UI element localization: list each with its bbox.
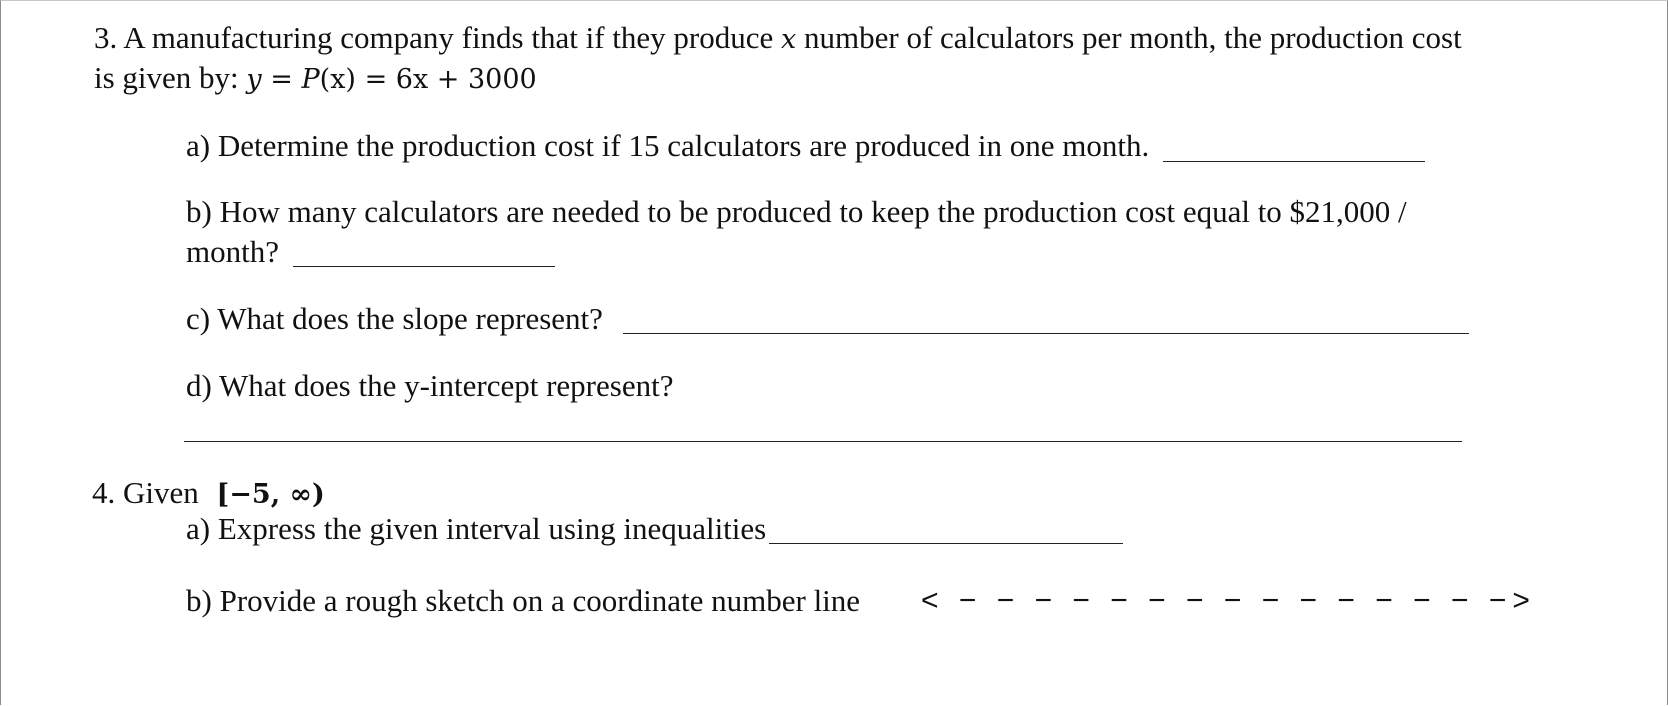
formula-rhs: 6x + 3000 <box>395 64 537 95</box>
q4-interval: [−5, ∞) <box>216 479 325 510</box>
q3c-answer-blank[interactable] <box>623 333 1469 334</box>
q4b-text: b) Provide a rough sketch on a coordinate number line <box>186 583 861 618</box>
q3-variable: x <box>781 24 797 55</box>
q3-line1 <box>94 19 1462 59</box>
formula-eq1: = <box>270 64 293 95</box>
q3a-text: a) Determine the production cost if 15 calculators are produced in one month. <box>186 128 1150 163</box>
q3-line2 <box>94 59 537 99</box>
q3-number: 3. <box>94 20 118 55</box>
q4a-text: a) Express the given interval using inequalities <box>186 511 767 546</box>
formula-arg: (x) <box>319 64 356 95</box>
q3b-text-line2: month? <box>186 234 279 269</box>
cost-formula <box>246 64 536 95</box>
q4a-answer-blank[interactable] <box>769 543 1123 544</box>
q3-intro: A manufacturing company finds that if they produce <box>123 20 774 55</box>
q3d-answer-blank[interactable] <box>184 441 1462 442</box>
q3b-answer-blank[interactable] <box>293 266 555 267</box>
q3c-text: c) What does the slope represent? <box>186 301 603 336</box>
formula-p: P <box>301 64 320 95</box>
q3b-text-line1: b) How many calculators are needed to be produced to keep the production cost equal to $21,000 / <box>186 194 1407 229</box>
number-line-sketch[interactable]: < − − − − − − − − − − − − − − −> <box>921 584 1536 617</box>
q3d-text: d) What does the y-intercept represent? <box>186 368 674 403</box>
formula-eq2: = <box>364 64 388 95</box>
q4-label: 4. Given <box>92 475 199 510</box>
q3-given-by: is given by: <box>94 60 239 95</box>
formula-y: y <box>246 64 262 95</box>
q4-line1 <box>92 474 325 514</box>
q3a-answer-blank[interactable] <box>1163 161 1425 162</box>
q3-intro-end: number of calculators per month, the production cost <box>804 20 1462 55</box>
